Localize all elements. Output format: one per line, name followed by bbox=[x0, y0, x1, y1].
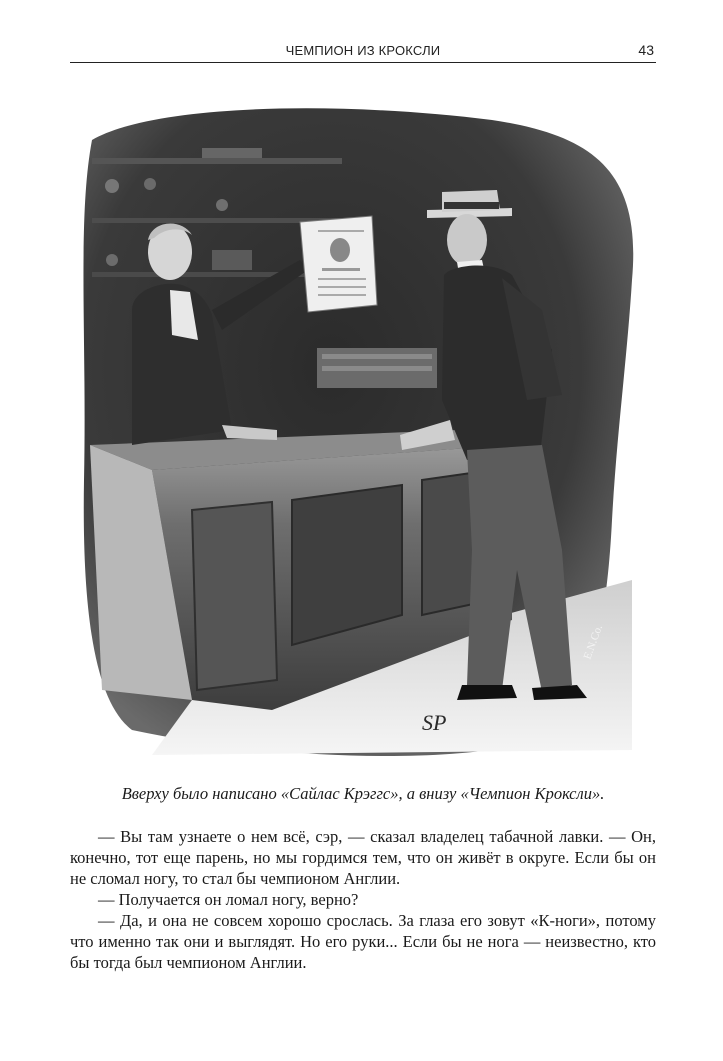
paragraph: — Получается он ломал ногу, верно? bbox=[98, 890, 359, 909]
paragraph: — Да, и она не совсем хорошо срослась. За глаза его зовут «К-ноги», потому что именно так они и выглядят. Но его руки... Если бы не нога — неизвестно, кто бы тогда был чемпионом Англии. bbox=[70, 911, 656, 972]
artist-signature: SP bbox=[422, 710, 447, 735]
engraver-mark: E.N.Co. bbox=[581, 623, 606, 662]
illustration bbox=[72, 100, 652, 765]
page-number: 43 bbox=[638, 42, 654, 58]
running-title: ЧЕМПИОН ИЗ КРОКСЛИ bbox=[285, 43, 441, 58]
illustration-drawing bbox=[72, 100, 652, 765]
body-text bbox=[70, 826, 656, 973]
poster bbox=[300, 216, 377, 312]
shelf bbox=[92, 158, 342, 164]
paragraph: — Вы там узнаете о нем всё, сэр, — сказал владелец табачной лавки. — Он, конечно, тот еще парень, но мы гордимся тем, что он живёт в округе. Если бы он не сломал ногу, то стал бы чемпионом Англии. bbox=[70, 827, 656, 888]
illustration-caption: Вверху было написано «Сайлас Крэггс», а внизу «Чемпион Кроксли». bbox=[121, 784, 605, 803]
running-header bbox=[70, 40, 656, 63]
